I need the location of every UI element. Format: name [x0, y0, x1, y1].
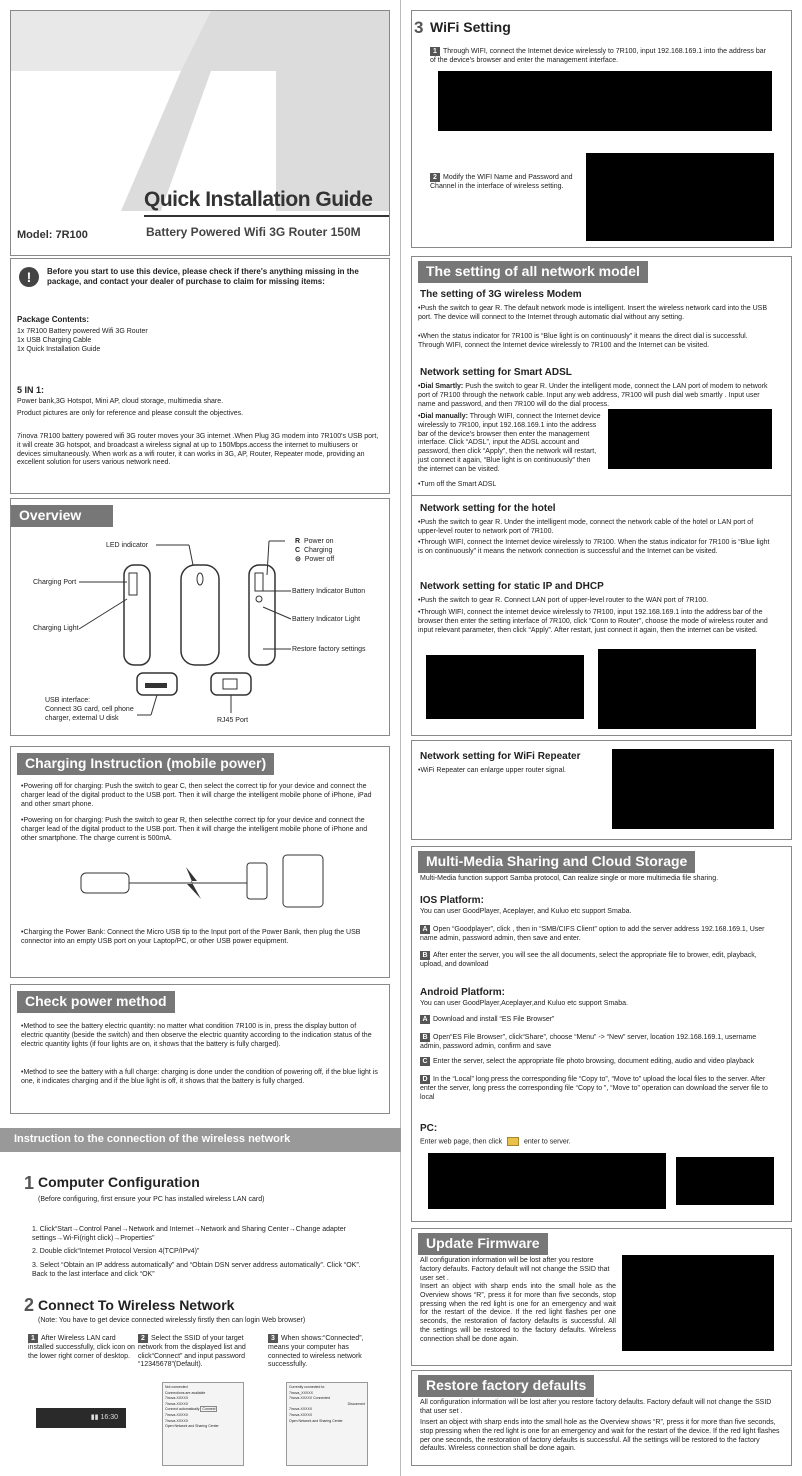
android-step — [420, 1057, 776, 1067]
screenshot-placeholder — [426, 655, 584, 719]
wifi-list-footer[interactable]: Open Network and Sharing Center — [165, 1424, 219, 1429]
g3-item: • Push the switch to gear R. The default network mode is intelligent. Insert the wireless network card into the USB port. The device will connect to the Internet through automatic dial without any setting. — [418, 305, 774, 323]
adsl-smart-label: Dial Smartly: — [420, 383, 464, 390]
pc-text — [420, 1137, 571, 1147]
wifi-setting-number: 3 — [414, 18, 424, 37]
network-model-panel — [411, 256, 792, 736]
substep-text: After Wireless LAN card installed successfully, click icon on the lower right corner of desktop. — [28, 1335, 135, 1360]
package-item: 1x Quick Installation Guide — [17, 345, 101, 353]
wifi-list-row[interactable]: 7inova-XXXXX — [165, 1418, 189, 1423]
screenshot-placeholder — [622, 1255, 774, 1351]
wifi-setting-panel — [411, 10, 792, 248]
warning-text: Before you start to use this device, please check if there's anything missing in the package, and contact your dealer of purchase to claim for missing items: — [47, 267, 359, 286]
connected-status: Connected — [313, 1396, 331, 1401]
repeater-title: Network setting for WiFi Repeater — [420, 751, 581, 762]
screenshot-placeholder — [598, 649, 756, 729]
wifi-list-header: Not connected — [165, 1385, 188, 1389]
pc-title: PC: — [420, 1123, 438, 1134]
cover-title: Quick Installation Guide — [144, 188, 373, 211]
multimedia-panel — [411, 846, 792, 1222]
wireless-panel — [10, 1122, 390, 1468]
wifi-step-2 — [430, 173, 580, 192]
adsl-manual-label: Dial manually: — [420, 413, 468, 420]
ios-step-text: Open “Goodplayer”, click , then in “SMB/CIFS Client” option to add the server address 192.168.169.1, User name admin, password admin, then save and enter. — [420, 926, 765, 942]
wifi-step-2-text: Modify the WIFI Name and Password and Channel in the interface of wireless setting. — [430, 174, 573, 190]
usb-text: Connect 3G card, cell phone charger, external U disk — [45, 705, 134, 722]
substep-badge: 3 — [268, 1334, 278, 1343]
charging-label: Charging — [303, 547, 333, 555]
wifi-list-row[interactable]: 7inova-XXXXX — [165, 1412, 189, 1417]
android-intro: You can user GoodPlayer,Aceplayer,and Kuluo etc support Smaba. — [420, 1000, 628, 1007]
step1-note: (Before configuring, first ensure your PC has installed wireless LAN card) — [38, 1196, 265, 1203]
android-step-text: Download and install “ES File Browser” — [433, 1016, 555, 1023]
pc-text-start: Enter web page, then click — [420, 1138, 503, 1146]
package-title: Package Contents: — [17, 315, 90, 324]
adsl-title: Network setting for Smart ADSL — [420, 367, 572, 378]
cover-panel — [10, 10, 390, 256]
adsl-smart-text: Push the switch to gear R. Under the intelligent mode, connect the LAN port of modem to network port of 7R100 through the network cable. Input any web address, 7R100 will push dial web smartly . Input user name and password, and then 7R100 will do the dial process. — [418, 383, 768, 408]
wifi-list-row[interactable]: 7inova-XXXXX — [165, 1401, 189, 1406]
step1-item: 3. Select “Obtain an IP address automatically” and “Obtain DSN server address automatically”. Click “OK”. Back to the last interface and click “OK” — [32, 1262, 361, 1278]
power-off-label: Power off — [304, 556, 335, 564]
firmware-title: Update Firmware — [418, 1233, 548, 1255]
wifi-list-row[interactable]: 7inova-XXXXX — [289, 1412, 313, 1417]
check-power-panel — [10, 984, 390, 1114]
step1-item: 1. Click“Start→Control Panel→Network and Internet→Network and Sharing Center→Change adapter settings→Wi-Fi(right click)→Properties” — [32, 1226, 346, 1242]
hotel-item: • Through WIFI, connect the Internet device wirelessly to 7R100. When the status indicator for 7R100 is “Blue light is on continuously” it means the network connection is successful and the Internet can be visited. — [418, 539, 774, 557]
restore-label: Restore factory settings — [292, 646, 366, 653]
step-badge: C — [420, 1057, 430, 1066]
step-badge: B — [420, 1033, 430, 1042]
step-badge: 1 — [430, 47, 440, 56]
package-list — [17, 328, 148, 354]
substep-badge: 1 — [28, 1334, 38, 1343]
repeater-item: • WiFi Repeater can enlarge upper router signal. — [418, 767, 598, 776]
package-item: 1x USB Charging Cable — [17, 336, 92, 344]
android-title: Android Platform: — [420, 987, 505, 998]
reference-note: Product pictures are only for reference and please consult the objectives. — [17, 410, 244, 417]
connected-network: 7inova_XXXXX — [289, 1390, 313, 1395]
restore-panel — [411, 1370, 792, 1466]
adsl-manual-text: Through WIFI, connect the Internet device wirelessly to 7R100, input 192.168.169.1 into the address bar of the device's browser then enter the management interface. Click “ADSL”, input the ADSL account and password, then click “Apply”, then the network will restart, just connect it again, “Blue light is on continuously” then the internet can be visited. — [418, 413, 601, 473]
pc-text-end: enter to server. — [524, 1138, 571, 1146]
battery-light-label: Battery Indicator Light — [292, 616, 361, 623]
g3-item: • When the status indicator for 7R100 is “Blue light is on continuously” it means the direct dial is successful. Through WIFI, connect the Internet device wirelessly to 7R100 and the Internet can be visited. — [418, 333, 774, 351]
usb-label — [45, 697, 145, 723]
ios-step-text: After enter the server, you will see the all documents, select the appropriate file to brower, edit, playback, upload, and download — [420, 952, 757, 968]
substep-3 — [268, 1334, 380, 1370]
wireless-banner-text: Instruction to the connection of the wireless network — [14, 1133, 291, 1145]
step2-title: Connect To Wireless Network — [38, 1297, 235, 1313]
folder-icon — [507, 1137, 519, 1146]
screenshot-placeholder — [428, 1153, 666, 1209]
wifi-list-sub: Connections are available — [165, 1390, 206, 1395]
repeater-panel — [411, 740, 792, 840]
cover-subtitle: Battery Powered Wifi 3G Router 150M — [146, 225, 361, 239]
battery-button-label: Battery Indicator Button — [292, 588, 366, 595]
package-item: 1x 7R100 Battery powered Wifi 3G Router — [17, 328, 148, 335]
wifi-step-1-text: Through WIFI, connect the Internet device wirelessly to 7R100, input 192.168.169.1 into the address bar of the device's browser and enter the management interface. — [430, 48, 766, 64]
adsl-smart — [418, 383, 774, 409]
ios-intro: You can user GoodPlayer, Aceplayer, and Kuluo etc support Smaba. — [420, 908, 632, 915]
android-step — [420, 1033, 776, 1052]
taskbar-screenshot — [36, 1408, 126, 1428]
wifi-list-row[interactable]: 7inova-XXXXX — [289, 1407, 313, 1412]
cover-model: Model: 7R100 — [17, 229, 88, 241]
wifi-list-window — [162, 1382, 244, 1466]
step-badge: B — [420, 951, 430, 960]
step-badge: D — [420, 1075, 430, 1084]
disconnect-button[interactable]: Disconnect — [347, 1401, 365, 1406]
switch-key-c: C — [295, 547, 301, 555]
product-description: 7inova 7R100 battery powered wifi 3G router moves your 3G internet .When Plug 3G modem into 7R100's USB port, it will create 3G hotspot, and broadcast a wireless signal at up to 150Mbps.access the internet to multiusers or devices simultaneously. When work as a wifi router, it can works in 3G, AP, Router, Repeater mode, providing an excellent solution for users various network need. — [17, 433, 379, 467]
substep-text: When shows:“Connected”, means your computer has connected to wireless network successfully. — [268, 1335, 364, 1369]
connected-header: Currently connected to: — [289, 1385, 326, 1389]
wifi-list-row[interactable]: 7inova-XXXXX — [289, 1396, 313, 1401]
wifi-list-row[interactable]: 7inova-XXXXX — [165, 1396, 189, 1401]
restore-p2: Insert an object with sharp ends into the small hole as the Overview shows “R”, press it for more than five seconds, stop pressing when the red light is one for an emergency and wait for the restart of the device. If the red light flashes per one seconds, the restoration of factory defaults is successful. All the settings will be restored to the factory defaults. Wireless connection shall be done again. — [420, 1419, 780, 1453]
usb-title: USB interface: — [45, 697, 91, 704]
screenshot-placeholder — [586, 153, 774, 241]
step-badge: A — [420, 1015, 430, 1024]
check-power-item: • Method to see the battery with a full charge: charging is done under the condition of powering off, if the blue light is one, it indicates charging and if the blue light is off, it shows that the battery is fully charged. — [21, 1069, 379, 1087]
android-step-text: Enter the server, select the appropriate file photo browsing, document editing, audio and video playback — [433, 1058, 755, 1065]
network-model-title: The setting of all network model — [418, 261, 648, 283]
android-step — [420, 1075, 776, 1102]
intro-panel — [10, 258, 390, 494]
static-item: • Push the switch to gear R. Connect LAN port of upper-level router to the WAN port of 7R100. — [418, 597, 774, 606]
substep-2 — [138, 1334, 260, 1370]
g3-title: The setting of 3G wireless Modem — [420, 289, 582, 300]
static-title: Network setting for static IP and DHCP — [420, 581, 604, 592]
switch-legend — [295, 537, 334, 564]
charging-item: • Powering off for charging: Push the switch to gear C, then select the correct tip for your device and connect the charger lead of the digital product to the USB port. Then it will charge the intelligent mobile phone of iPhone, iPad and other smart phone. — [21, 783, 379, 809]
adsl-manual — [418, 413, 602, 474]
substep-text: Select the SSID of your target network from the displayed list and click“Connect” and input password “12345678”(Default). — [138, 1335, 246, 1369]
step1-item: 2. Double click“Internet Protocol Version 4(TCP/IPv4)” — [32, 1248, 200, 1255]
hotel-item: • Push the switch to gear R. Under the intelligent mode, connect the network cable of the hotel or LAN port of upper-level router to network port of 7R100. — [418, 519, 774, 537]
power-on-label: Power on — [303, 538, 334, 545]
divider — [412, 495, 792, 496]
taskbar-time: 16:30 — [100, 1414, 118, 1421]
charging-light-label: Charging Light — [33, 625, 79, 632]
connect-button[interactable]: Connect — [202, 1407, 216, 1412]
switch-key-r: R — [295, 538, 301, 545]
step-badge: 2 — [430, 173, 440, 182]
screenshot-placeholder — [608, 409, 772, 469]
ios-step — [420, 951, 776, 970]
screenshot-placeholder — [676, 1157, 774, 1205]
substep-1 — [28, 1334, 138, 1361]
android-step — [420, 1015, 776, 1025]
led-indicator-label: LED indicator — [106, 542, 149, 549]
rj45-label: RJ45 Port — [217, 717, 249, 724]
wifi-connected-window — [286, 1382, 368, 1466]
screenshot-placeholder — [438, 71, 772, 131]
step2-number: 2 — [24, 1295, 35, 1315]
right-column — [401, 0, 802, 1476]
multimedia-intro: Multi-Media function support Samba protocol, Can realize single or more multimedia file sharing. — [420, 875, 719, 882]
wifi-step-1 — [430, 47, 770, 66]
restore-title: Restore factory defaults — [418, 1375, 594, 1397]
five-in-one-text: Power bank,3G Hotspot, Mini AP, cloud storage, multimedia share. — [17, 398, 224, 405]
switch-key-off: ⊝ — [295, 556, 301, 564]
step1-number: 1 — [24, 1173, 35, 1193]
charging-item: • Charging the Power Bank: Connect the Micro USB tip to the Input port of the Power Bank, then plug the USB connector into an empty USB port on your Laptop/PC, or other USB power equipment. — [21, 929, 379, 947]
static-item: • Through WIFI, connect the internet device wirelessly to 7R100, input 192.168.169.1 into the address bar of the browser then enter the setting interface of 7R100, click “Conn to Router”, choose the mode of wireless router and input relevant parameter, then click “Apply”. After restart, just connect it again, then the internet can be visited. — [418, 609, 774, 635]
cover-rule — [144, 215, 390, 217]
charging-title: Charging Instruction (mobile power) — [17, 753, 274, 775]
check-power-title: Check power method — [17, 991, 175, 1013]
warning-icon: ! — [19, 267, 39, 287]
firmware-p1: All configuration information will be lost after you restore factory defaults. Factory default will not change the SSID that user set . — [420, 1257, 610, 1282]
check-power-item: • Method to see the battery electric quantity: no matter what condition 7R100 is in, press the display button of electric quantity (beside the switch) and then observe the electric quantity according to the indication status of the electric quantity lights (if four lights are on, it shows that the battery is fully charged). — [21, 1023, 379, 1049]
restore-p1: All configuration information will be lost after you restore factory defaults. Factory default will not change the SSID that user set . — [420, 1399, 772, 1415]
wifi-setting-title: WiFi Setting — [430, 19, 511, 35]
step1-title: Computer Configuration — [38, 1174, 200, 1190]
cover-seven-graphic — [11, 11, 390, 256]
overview-panel — [10, 498, 390, 736]
firmware-p2: Insert an object with sharp ends into the small hole as the Overview shows “R”, press it for more than five seconds, stop pressing when the red light is one for an emergency and wait for the restart of the device. If the red light flashes per one seconds, the restoration of factory defaults is successful. All the settings will be restored to the factory defaults. Wireless connection shall be done again. — [420, 1283, 616, 1343]
five-in-one-title: 5 IN 1: — [17, 385, 45, 395]
step-badge: A — [420, 925, 430, 934]
signal-icon: ▮▮ — [90, 1414, 99, 1421]
adsl-off: • Turn off the Smart ADSL — [418, 481, 496, 490]
substep-badge: 2 — [138, 1334, 148, 1343]
ios-step — [420, 925, 776, 944]
charging-panel — [10, 746, 390, 978]
charging-port-label: Charging Port — [33, 579, 77, 586]
multimedia-title: Multi-Media Sharing and Cloud Storage — [418, 851, 695, 873]
hotel-title: Network setting for the hotel — [420, 503, 556, 514]
charging-item: • Powering on for charging: Push the switch to gear R, then selectthe correct tip for your device and connect the charger lead of the digital product to the USB port. Then it will charge the intelligent mobile phone of iPhone and other smartphone. The charge current is 500mA. — [21, 817, 379, 843]
screenshot-placeholder — [612, 749, 774, 829]
android-step-text: In the “Local” long press the corresponding file “Copy to”, “Move to” upload the local files to the server. After enter the server, long press the corresponding file “Copy to ”, “Move to” operation can download the server file to local — [420, 1076, 768, 1101]
charging-illustration — [11, 851, 391, 921]
connected-footer[interactable]: Open Network and Sharing Center — [289, 1418, 343, 1423]
ios-title: IOS Platform: — [420, 895, 484, 906]
auto-connect-label: Connect automatically — [165, 1407, 200, 1412]
firmware-panel — [411, 1228, 792, 1366]
android-step-text: Open“ES File Browser”, click“Share”, choose “Menu” -> “New” server, location 192.168.169.1, username admin, password admin, confirm and save — [420, 1034, 757, 1050]
overview-title: Overview — [11, 505, 113, 527]
step2-note: (Note: You have to get device connected wirelessly firstly then can login Web browser) — [38, 1317, 306, 1324]
